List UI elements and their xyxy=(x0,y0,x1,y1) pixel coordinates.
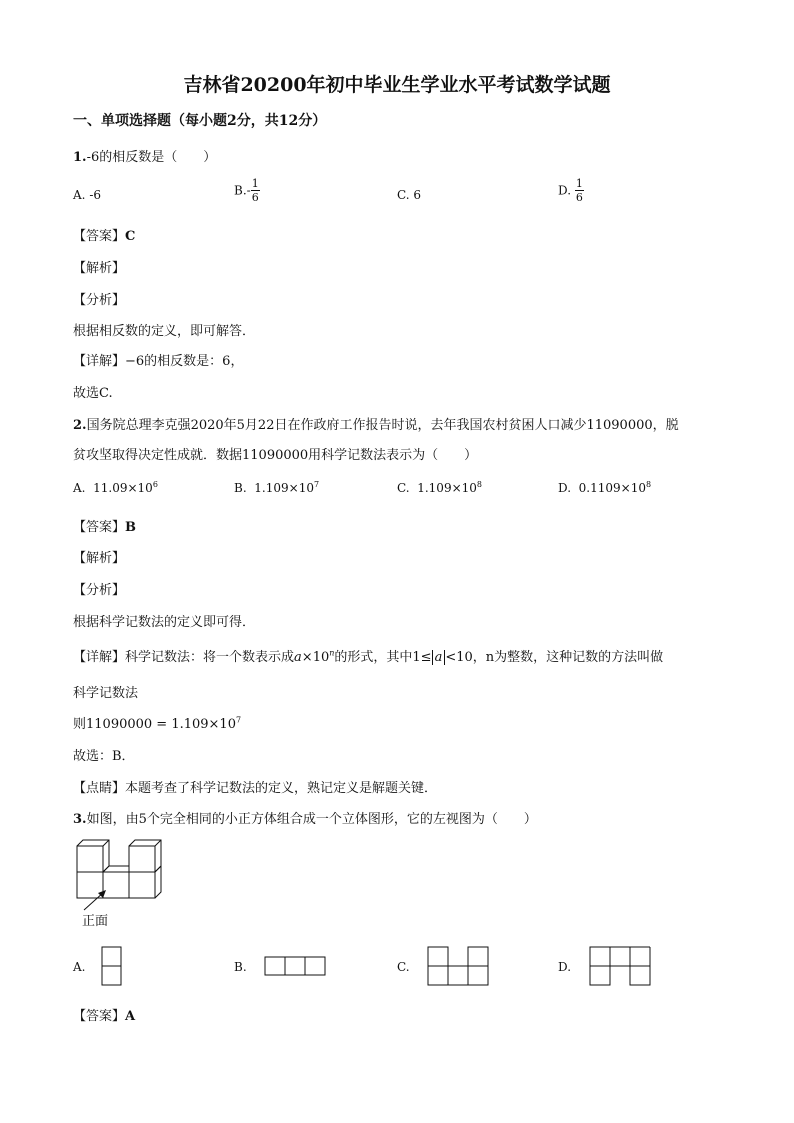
q3-option-a-label: A. xyxy=(73,960,86,974)
detail-text: 科学记数法：将一个数表示成 xyxy=(125,650,295,665)
question-number: 2. xyxy=(73,418,87,433)
q3-option-b-label: B. xyxy=(234,960,247,974)
q1-fenxi-tag: 【分析】 xyxy=(73,293,126,308)
q2-option-d xyxy=(558,480,651,495)
q1-xiangjie xyxy=(73,350,243,369)
q3-option-d-label: D. xyxy=(558,960,572,974)
question-2-stem-line1 xyxy=(73,414,679,433)
fraction xyxy=(575,178,584,203)
option-base: 1.109×10 xyxy=(417,481,477,495)
option-label: C. xyxy=(397,188,410,202)
left-view-a xyxy=(101,946,123,986)
option-label: C. xyxy=(397,481,410,495)
comment-tag: 【点睛】 xyxy=(73,781,126,796)
question-3-stem xyxy=(73,808,537,827)
answer-value: C xyxy=(125,229,136,244)
q2-xiangjie-line1 xyxy=(73,646,663,665)
q2-option-c xyxy=(397,480,482,495)
left-view-b xyxy=(264,956,326,976)
option-exponent: 8 xyxy=(476,480,482,489)
q1-option-c xyxy=(397,188,421,202)
answer-tag: 【答案】 xyxy=(73,1009,126,1024)
q2-option-b xyxy=(234,480,319,495)
fraction-denominator: 6 xyxy=(575,191,583,204)
option-base: 1.109×10 xyxy=(254,481,314,495)
q1-option-d xyxy=(558,178,584,203)
option-label: B. xyxy=(234,481,247,495)
q1-jiexi-tag: 【解析】 xyxy=(73,261,126,276)
comment-text: 本题考查了科学记数法的定义，熟记定义是解题关键． xyxy=(125,781,438,796)
fraction xyxy=(251,178,260,203)
option-exponent: 6 xyxy=(152,480,158,489)
equation-exponent: 7 xyxy=(235,715,242,725)
arrow-icon xyxy=(78,888,112,912)
q1-option-a xyxy=(73,188,101,202)
option-exponent: 8 xyxy=(645,480,652,489)
detail-text: <10，n为整数，这种记数的方法叫做 xyxy=(445,650,664,665)
question-text: 国务院总理李克强2020年5月22日在作政府工作报告时说，去年我国农村贫困人口减少11090000，脱 xyxy=(86,418,679,433)
question-text: 如图，由5个完全相同的小正方体组合成一个立体图形，它的左视图为（ ） xyxy=(86,812,537,827)
q3-option-c-label: C. xyxy=(397,960,410,974)
q2-option-a xyxy=(73,480,158,495)
detail-tag: 【详解】 xyxy=(73,354,126,369)
q3-option-b-figure xyxy=(264,956,326,976)
answer-tag: 【答案】 xyxy=(73,520,126,535)
page-title: 吉林省20200年初中毕业生学业水平考试数学试题 xyxy=(183,74,611,96)
q1-answer xyxy=(73,225,135,244)
option-label: A. xyxy=(73,188,86,202)
fraction-numerator: 1 xyxy=(251,177,259,190)
q2-dianjing xyxy=(73,777,437,796)
option-base: 0.1109×10 xyxy=(578,481,646,495)
option-exponent: 7 xyxy=(313,480,320,489)
q2-answer xyxy=(73,516,136,535)
equation-text: 则11090000 = 1.109×10 xyxy=(73,717,236,732)
left-view-c xyxy=(427,946,489,986)
minus-sign: - xyxy=(246,183,251,198)
answer-value: A xyxy=(125,1009,136,1024)
q2-fenxi-text: 根据科学记数法的定义即可得． xyxy=(73,615,256,630)
q2-conclusion: 故选：B． xyxy=(73,749,135,764)
fraction-numerator: 1 xyxy=(575,177,583,190)
q3-option-c-figure xyxy=(427,946,489,986)
question-text: -6的相反数是（ ） xyxy=(86,150,217,165)
option-label: A. xyxy=(73,481,86,495)
option-base: 11.09×10 xyxy=(93,481,153,495)
detail-text: −6的相反数是：6， xyxy=(125,354,244,369)
question-2-stem-line2: 贫攻坚取得决定性成就．数据11090000用科学记数法表示为（ ） xyxy=(73,448,478,463)
option-label: B. xyxy=(234,183,247,198)
q2-fenxi-tag: 【分析】 xyxy=(73,583,126,598)
q3-option-d-figure xyxy=(589,946,651,986)
q2-equation xyxy=(73,713,241,732)
q3-answer xyxy=(73,1005,135,1024)
question-1-stem xyxy=(73,146,216,165)
formula-times-ten: ×10 xyxy=(301,650,330,665)
formula-variable: a xyxy=(294,650,302,665)
q1-conclusion: 故选C. xyxy=(73,386,113,401)
q2-xiangjie-line2: 科学记数法 xyxy=(73,686,139,701)
fraction-denominator: 6 xyxy=(251,191,259,204)
option-value: -6 xyxy=(89,188,102,202)
formula-exponent: n xyxy=(329,648,335,658)
option-label: D. xyxy=(558,481,572,495)
section-heading: 一、单项选择题（每小题2分，共12分） xyxy=(73,113,327,129)
answer-value: B xyxy=(125,520,137,535)
option-value: 6 xyxy=(413,188,422,202)
front-arrow xyxy=(78,888,112,912)
absolute-value: a xyxy=(432,650,446,665)
detail-text: 的形式，其中1≤ xyxy=(334,650,432,665)
front-label: 正面 xyxy=(82,914,109,929)
q1-option-b xyxy=(234,178,260,203)
q1-fenxi-text: 根据相反数的定义，即可解答． xyxy=(73,324,256,339)
question-number: 1. xyxy=(73,150,87,165)
q3-option-a-figure xyxy=(101,946,123,986)
option-label: D. xyxy=(558,183,572,198)
left-view-d xyxy=(589,946,651,986)
question-number: 3. xyxy=(73,812,87,827)
answer-tag: 【答案】 xyxy=(73,229,126,244)
detail-tag: 【详解】 xyxy=(73,650,126,665)
q2-jiexi-tag: 【解析】 xyxy=(73,551,126,566)
